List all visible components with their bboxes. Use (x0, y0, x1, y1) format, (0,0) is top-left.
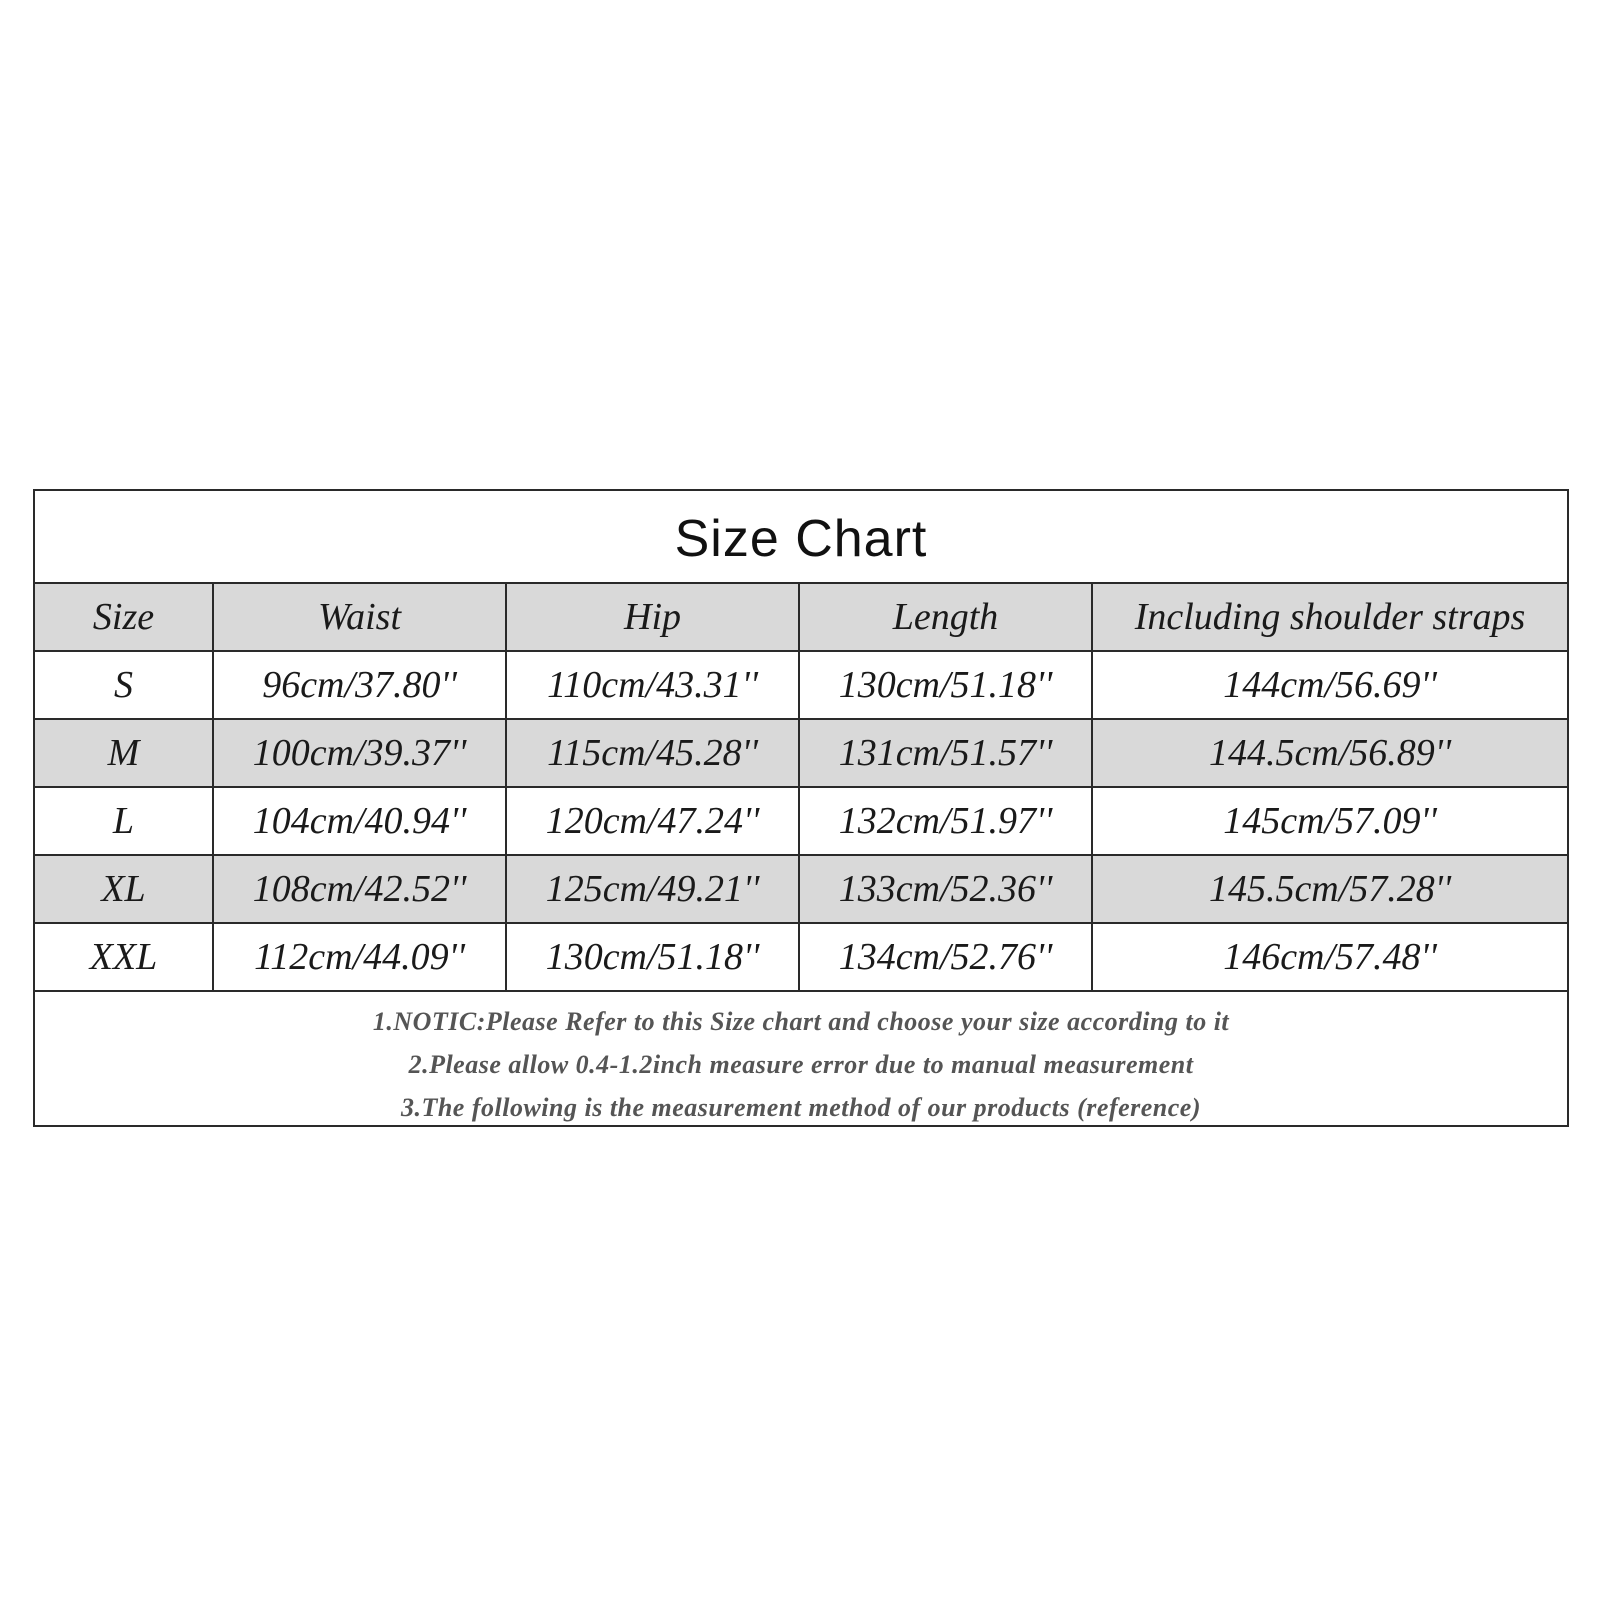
cell-hip: 120cm/47.24'' (506, 787, 799, 855)
cell-waist: 108cm/42.52'' (213, 855, 506, 923)
header-row (35, 584, 1567, 651)
notes-section (35, 992, 1567, 1129)
table-row (35, 787, 1567, 855)
cell-straps: 145cm/57.09'' (1092, 787, 1567, 855)
cell-waist: 104cm/40.94'' (213, 787, 506, 855)
header-length: Length (799, 584, 1092, 651)
cell-waist: 112cm/44.09'' (213, 923, 506, 991)
cell-hip: 130cm/51.18'' (506, 923, 799, 991)
cell-hip: 115cm/45.28'' (506, 719, 799, 787)
cell-hip: 125cm/49.21'' (506, 855, 799, 923)
cell-length: 131cm/51.57'' (799, 719, 1092, 787)
cell-length: 134cm/52.76'' (799, 923, 1092, 991)
note-line: 2.Please allow 0.4-1.2inch measure error due to manual measurement (408, 1050, 1194, 1079)
header-hip: Hip (506, 584, 799, 651)
title-row (35, 491, 1567, 584)
cell-hip: 110cm/43.31'' (506, 651, 799, 719)
cell-straps: 144.5cm/56.89'' (1092, 719, 1567, 787)
chart-title: Size Chart (674, 509, 928, 568)
cell-straps: 146cm/57.48'' (1092, 923, 1567, 991)
header-straps: Including shoulder straps (1092, 584, 1567, 651)
table-row (35, 651, 1567, 719)
table-row (35, 855, 1567, 923)
cell-size: L (35, 787, 213, 855)
note-line: 1.NOTIC:Please Refer to this Size chart and choose your size according to it (372, 1007, 1230, 1036)
cell-straps: 144cm/56.69'' (1092, 651, 1567, 719)
size-table (35, 584, 1567, 992)
header-size: Size (35, 584, 213, 651)
table-row (35, 719, 1567, 787)
cell-straps: 145.5cm/57.28'' (1092, 855, 1567, 923)
cell-size: M (35, 719, 213, 787)
cell-length: 130cm/51.18'' (799, 651, 1092, 719)
size-chart (33, 489, 1569, 1127)
header-waist: Waist (213, 584, 506, 651)
cell-length: 133cm/52.36'' (799, 855, 1092, 923)
cell-size: XL (35, 855, 213, 923)
cell-waist: 100cm/39.37'' (213, 719, 506, 787)
note-line: 3.The following is the measurement method of our products (reference) (400, 1093, 1202, 1122)
cell-length: 132cm/51.97'' (799, 787, 1092, 855)
cell-size: XXL (35, 923, 213, 991)
cell-size: S (35, 651, 213, 719)
table-row (35, 923, 1567, 991)
cell-waist: 96cm/37.80'' (213, 651, 506, 719)
